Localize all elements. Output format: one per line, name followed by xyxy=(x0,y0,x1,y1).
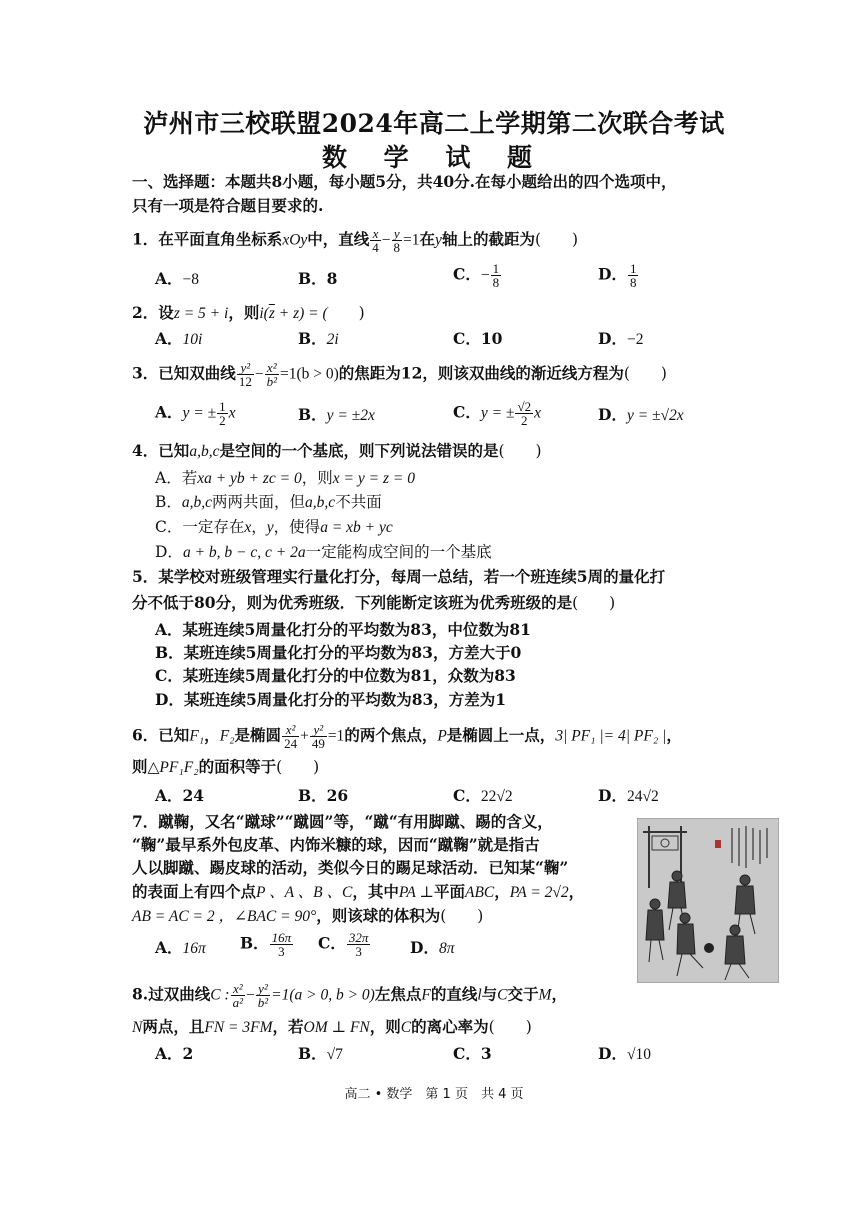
q1-option-d: D． $\frac{1}{8}$ xyxy=(598,261,637,290)
q1-option-c: C．− $\frac{1}{8}$ xyxy=(453,261,500,290)
answer-paren: ( ) xyxy=(534,230,579,249)
q8-option-d: D．√10 xyxy=(598,1044,651,1063)
q8-option-c: C．3 xyxy=(453,1044,492,1063)
q6-option-c: C．22√2 xyxy=(453,786,513,805)
q3-option-d: D．y = ±√2x xyxy=(598,405,684,424)
q2-option-c: C．10 xyxy=(453,329,503,348)
cuju-illustration xyxy=(637,818,779,983)
question-6-line1: 6．已知F₁，F₂是椭圆 $\frac{\text{x²}}{24}$ + $\frac{\text{y²}}{49}$ =1的两个焦点，P是椭圆上一点，3| PF₁ |= 4| PF₂ |， xyxy=(132,722,682,751)
q1-math-sys: xOy xyxy=(282,231,308,249)
q4-option-c: C．一定存在x，y，使得a = xb + yc xyxy=(155,518,393,536)
q5-option-b: B．某班连续5周量化打分的平均数为83，方差大于0 xyxy=(155,643,522,662)
page-footer: 高二 • 数学 第 1 页 共 4 页 xyxy=(344,1087,524,1102)
question-2: 2．设z = 5 + i，则$i(\overline{z} + z)$ = ( ) xyxy=(132,303,365,322)
question-7-line3: 人以脚蹴、踢皮球的活动，类似今日的踢足球活动．已知某“鞠” xyxy=(132,858,569,877)
q3-option-a: A．y = ± $\frac{1}{2}$ x xyxy=(155,399,236,428)
q1-eq: =1 xyxy=(403,231,420,249)
minus-sign: − xyxy=(381,231,391,249)
q6-option-a: A．24 xyxy=(155,786,205,805)
question-5-line2: 分不低于80分，则为优秀班级．下列能断定该班为优秀班级的是( ) xyxy=(132,593,616,612)
q1-option-a: A．−8 xyxy=(155,269,200,288)
page-title: 泸州市三校联盟2024年高二上学期第二次联合考试 xyxy=(143,109,725,138)
q3-option-b: B．y = ±2x xyxy=(298,405,375,424)
question-7-line2: “鞠”最早系外包皮革、内饰米糠的球，因而“蹴鞠”就是指古 xyxy=(132,835,540,854)
question-3: 3．已知双曲线 $\frac{\text{y²}}{12}$ − $\frac{\text{x²}}{\text{b²}}$ =1(b > 0)的焦距为12，则该双曲线的渐近线方程为( ) xyxy=(132,360,667,389)
q7-option-c: C． $\frac{32\pi}{3}$ xyxy=(318,930,369,959)
question-5-line1: 5．某学校对班级管理实行量化打分，每周一总结，若一个班连续5周的量化打 xyxy=(132,567,666,586)
section-heading-line1: 一、选择题：本题共8小题，每小题5分，共40分.在每小题给出的四个选项中， xyxy=(132,172,677,191)
question-6-line2: 则△PF₁F₂的面积等于( ) xyxy=(132,757,320,776)
section-heading-line2: 只有一项是符合题目要求的. xyxy=(132,196,324,215)
question-number: 1． xyxy=(132,229,159,249)
q1-frac-y8: $\frac{y}{8}$ xyxy=(393,226,401,255)
q7-option-b: B． $\frac{16\pi}{3}$ xyxy=(240,930,292,959)
q4-option-a: A．若xa + yb + zc = 0，则x = y = z = 0 xyxy=(155,469,415,487)
q8-option-a: A．2 xyxy=(155,1044,194,1063)
q1-frac-x4: $\frac{x}{4}$ xyxy=(372,226,379,255)
q1-text3: 在 xyxy=(419,229,436,249)
question-8-line1: 8.过双曲线C : $\frac{\text{x²}}{\text{a²}}$ − $\frac{\text{y²}}{\text{b²}}$ =1(a > 0, b > 0)左焦点F的直线l与C交于M， xyxy=(132,981,567,1010)
q1-option-b: B．8 xyxy=(298,269,338,288)
question-7-line1: 7．蹴鞠，又名“蹴球”“蹴圆”等，“蹴“有用脚蹴、踢的含义， xyxy=(132,812,553,831)
q6-option-b: B．26 xyxy=(298,786,349,805)
q1-text4: 轴上的截距为 xyxy=(441,229,535,249)
question-7-line4: 的表面上有四个点P 、A 、B 、C，其中PA ⊥平面ABC，PA = 2√2， xyxy=(132,882,585,901)
q7-option-a: A．16π xyxy=(155,938,206,957)
page-subtitle: 数 学 试 题 xyxy=(321,143,547,172)
q3-option-c: C．y = ± $\frac{√2}{2}$ x xyxy=(453,399,541,428)
q2-option-b: B．2i xyxy=(298,329,339,348)
q4-option-d: D．a + b, b − c, c + 2a一定能构成空间的一个基底 xyxy=(155,543,492,561)
q6-option-d: D．24√2 xyxy=(598,786,659,805)
question-1 xyxy=(132,227,578,254)
q8-option-b: B．√7 xyxy=(298,1044,343,1063)
q7-option-d: D．8π xyxy=(410,938,455,957)
question-8-line2: N两点，且FN = 3FM，若OM ⊥ FN，则C的离心率为( ) xyxy=(132,1017,532,1036)
question-7-line5: AB = AC = 2 ，∠BAC = 90°，则该球的体积为( ) xyxy=(132,906,484,925)
q5-option-c: C．某班连续5周量化打分的中位数为81，众数为83 xyxy=(155,666,516,685)
q1-text: 在平面直角坐标系 xyxy=(158,229,283,249)
q5-option-a: A．某班连续5周量化打分的平均数为83，中位数为81 xyxy=(155,620,531,639)
q1-var: y xyxy=(435,231,442,249)
question-4: 4．已知a,b,c是空间的一个基底，则下列说法错误的是( ) xyxy=(132,441,542,460)
q2-option-d: D．−2 xyxy=(598,329,644,348)
q2-option-a: A．10i xyxy=(155,329,203,348)
q4-option-b: B．a,b,c两两共面，但a,b,c不共面 xyxy=(155,493,382,511)
q1-text2: 中，直线 xyxy=(307,229,370,249)
q5-option-d: D．某班连续5周量化打分的平均数为83，方差为1 xyxy=(155,690,507,709)
